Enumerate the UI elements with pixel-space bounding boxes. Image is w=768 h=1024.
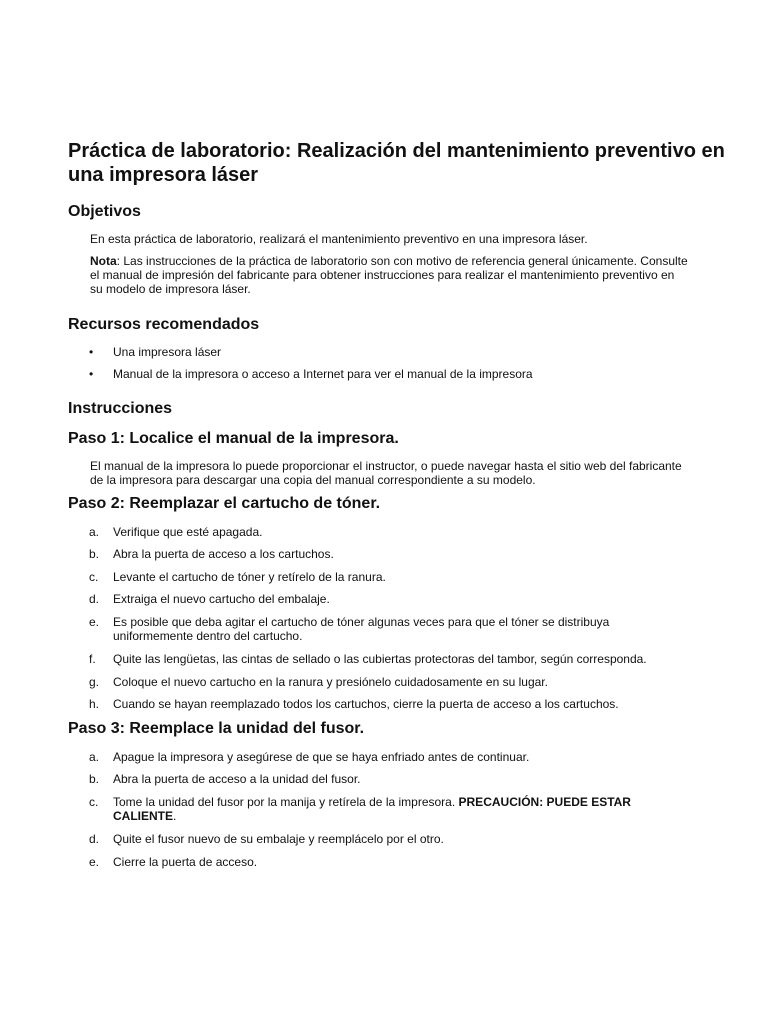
list-marker: f. xyxy=(89,652,96,666)
heading-recursos: Recursos recomendados xyxy=(68,316,260,333)
list-item-text: Levante el cartucho de tóner y retírelo de la ranura. xyxy=(113,570,386,584)
list-item-text: Quite las lengüetas, las cintas de sellado o las cubiertas protectoras del tambor, según corresponda. xyxy=(113,652,647,666)
list-item-text: Es posible que deba agitar el cartucho de tóner algunas veces para que el tóner se distribuya uniformemente dentro del cartucho. xyxy=(113,615,610,643)
list-item-text: Extraiga el nuevo cartucho del embalaje. xyxy=(113,592,330,606)
list-item-text: Coloque el nuevo cartucho en la ranura y presiónelo cuidadosamente en su lugar. xyxy=(113,675,548,689)
list-marker: d. xyxy=(89,832,100,846)
nota-paragraph xyxy=(90,254,690,296)
list-item-text: Abra la puerta de acceso a la unidad del fusor. xyxy=(113,772,361,786)
list-marker: c. xyxy=(89,795,99,809)
list-item-text: Cierre la puerta de acceso. xyxy=(113,855,258,869)
caution-text: PRECAUCIÓN: PUEDE ESTAR CALIENTE xyxy=(113,795,631,823)
list-marker: a. xyxy=(89,525,100,539)
heading-objetivos: Objetivos xyxy=(68,203,141,220)
list-marker: c. xyxy=(89,570,99,584)
heading-instrucciones: Instrucciones xyxy=(68,400,173,417)
heading-paso1: Paso 1: Localice el manual de la impresora. xyxy=(68,430,399,447)
bullet-mark: • xyxy=(89,345,94,359)
list-item-text: Abra la puerta de acceso a los cartuchos. xyxy=(113,547,334,561)
nota-text: : Las instrucciones de la práctica de laboratorio son con motivo de referencia general únicamente. Consulte el manual de impresión del fabricante para obtener instrucciones para realizar el mantenimiento preventivo en su modelo de impresora láser. xyxy=(90,254,688,296)
list-marker: e. xyxy=(89,855,100,869)
caution-tail: . xyxy=(173,809,177,823)
list-item-text: Quite el fusor nuevo de su embalaje y reemplácelo por el otro. xyxy=(113,832,444,846)
heading-paso3: Paso 3: Reemplace la unidad del fusor. xyxy=(68,720,365,737)
bullet-mark: • xyxy=(89,367,94,381)
list-item-text: Apague la impresora y asegúrese de que se haya enfriado antes de continuar. xyxy=(113,750,530,764)
heading-paso2: Paso 2: Reemplazar el cartucho de tóner. xyxy=(68,495,381,512)
caution-lead-text: Tome la unidad del fusor por la manija y retírela de la impresora. xyxy=(113,795,459,809)
list-marker: d. xyxy=(89,592,100,606)
list-item-text: Cuando se hayan reemplazado todos los cartuchos, cierre la puerta de acceso a los cartuchos. xyxy=(113,697,619,711)
paso1-text: El manual de la impresora lo puede proporcionar el instructor, o puede navegar hasta el sitio web del fabricante de la impresora para descargar una copia del manual correspondiente a su modelo. xyxy=(90,459,682,487)
list-item-text xyxy=(113,795,688,823)
list-marker: a. xyxy=(89,750,100,764)
objetivos-text: En esta práctica de laboratorio, realizará el mantenimiento preventivo en una impresora láser. xyxy=(90,232,588,246)
page-title: Práctica de laboratorio: Realización del mantenimiento preventivo en una impresora láser xyxy=(68,140,725,186)
list-marker: h. xyxy=(89,697,100,711)
list-item-text: Verifique que esté apagada. xyxy=(113,525,263,539)
list-item-text: Manual de la impresora o acceso a Internet para ver el manual de la impresora xyxy=(113,367,533,381)
list-item-text: Una impresora láser xyxy=(113,345,222,359)
list-marker: b. xyxy=(89,772,100,786)
list-marker: g. xyxy=(89,675,100,689)
list-marker: b. xyxy=(89,547,100,561)
nota-label: Nota xyxy=(90,254,117,268)
list-marker: e. xyxy=(89,615,100,629)
